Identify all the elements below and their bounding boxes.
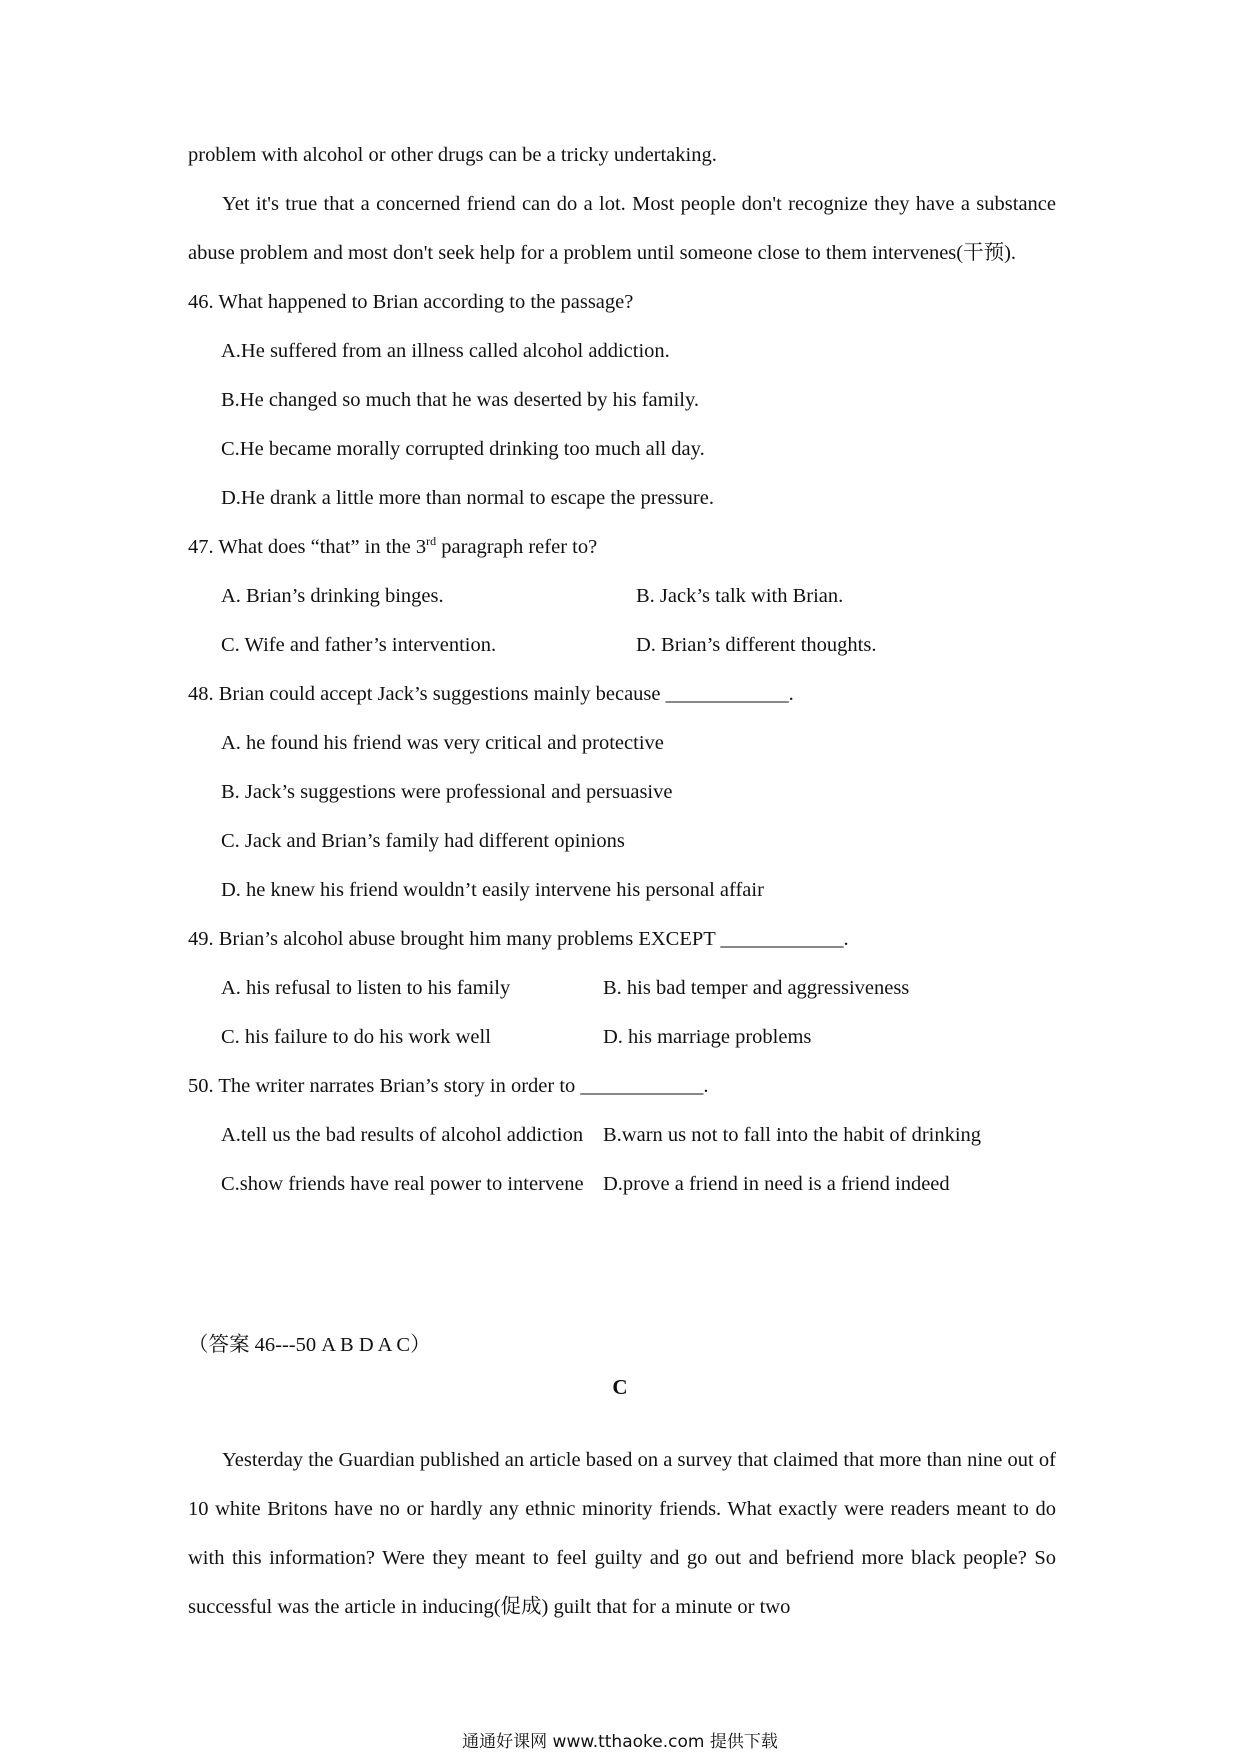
option-a: A. he found his friend was very critical and protective [221, 732, 664, 754]
question-stem: 50. The writer narrates Brian’s story in order to ____________. [188, 1075, 709, 1097]
option-c: C.He became morally corrupted drinking too much all day. [221, 438, 705, 460]
passage-b-tail [188, 131, 1056, 1209]
answer-key: （答案 46---50 A B D A C） [188, 1334, 431, 1356]
option-b: B. Jack’s suggestions were professional and persuasive [221, 781, 673, 803]
stem-text: 47. What does “that” in the 3 [188, 536, 427, 558]
option-d: D.prove a friend in need is a friend indeed [603, 1173, 950, 1195]
question-50 [188, 1062, 1056, 1209]
option-row [188, 621, 1056, 670]
option-c: C. his failure to do his work well [221, 1026, 491, 1048]
question-stem: 48. Brian could accept Jack’s suggestions mainly because ____________. [188, 683, 794, 705]
paragraph: problem with alcohol or other drugs can be a tricky undertaking. [188, 144, 717, 166]
option-d: D. he knew his friend wouldn’t easily intervene his personal affair [221, 879, 764, 901]
ordinal-superscript: rd [426, 534, 437, 549]
section-heading: C [612, 1375, 628, 1399]
option-a: A. his refusal to listen to his family [221, 977, 511, 999]
option-c: C. Jack and Brian’s family had different opinions [221, 830, 625, 852]
option-d: D. Brian’s different thoughts. [636, 634, 877, 656]
question-stem: 46. What happened to Brian according to the passage? [188, 291, 634, 313]
option-a: A.He suffered from an illness called alcohol addiction. [221, 340, 670, 362]
question-47 [188, 523, 1056, 670]
option-row [188, 1013, 1056, 1062]
option-c: C. Wife and father’s intervention. [221, 634, 497, 656]
option-c: C.show friends have real power to intervene [221, 1173, 584, 1195]
option-d: D. his marriage problems [603, 1026, 812, 1048]
paragraph: Yet it's true that a concerned friend can do a lot. Most people don't recognize they have a substance abuse problem and most don't seek help for a problem until someone close to them intervenes(干预). [188, 193, 1056, 264]
question-48 [188, 670, 1056, 915]
footer-source: 通通好课网 www.tthaoke.com 提供下载 [462, 1732, 778, 1752]
option-row [188, 572, 1056, 621]
question-stem: 49. Brian’s alcohol abuse brought him many problems EXCEPT ____________. [188, 928, 849, 950]
option-a: A. Brian’s drinking binges. [221, 585, 444, 607]
question-46 [188, 278, 1056, 523]
option-b: B. Jack’s talk with Brian. [636, 585, 844, 607]
option-row [188, 964, 1056, 1013]
question-49 [188, 915, 1056, 1062]
stem-text: paragraph refer to? [436, 536, 598, 558]
option-a: A.tell us the bad results of alcohol addiction [221, 1124, 584, 1146]
option-b: B.He changed so much that he was deserted by his family. [221, 389, 700, 411]
passage-c-paragraph: Yesterday the Guardian published an article based on a survey that claimed that more than nine out of 10 white Britons have no or hardly any ethnic minority friends. What exactly were readers meant to do with this information? Were they meant to feel guilty and go out and befriend more black people? So successful was the article in inducing(促成) guilt that for a minute or two [188, 1448, 1056, 1618]
option-d: D.He drank a little more than normal to escape the pressure. [221, 487, 714, 509]
option-b: B.warn us not to fall into the habit of drinking [603, 1124, 982, 1146]
option-row [188, 1111, 1056, 1160]
option-b: B. his bad temper and aggressiveness [603, 977, 910, 999]
option-row [188, 1160, 1056, 1209]
question-stem [188, 523, 1056, 572]
